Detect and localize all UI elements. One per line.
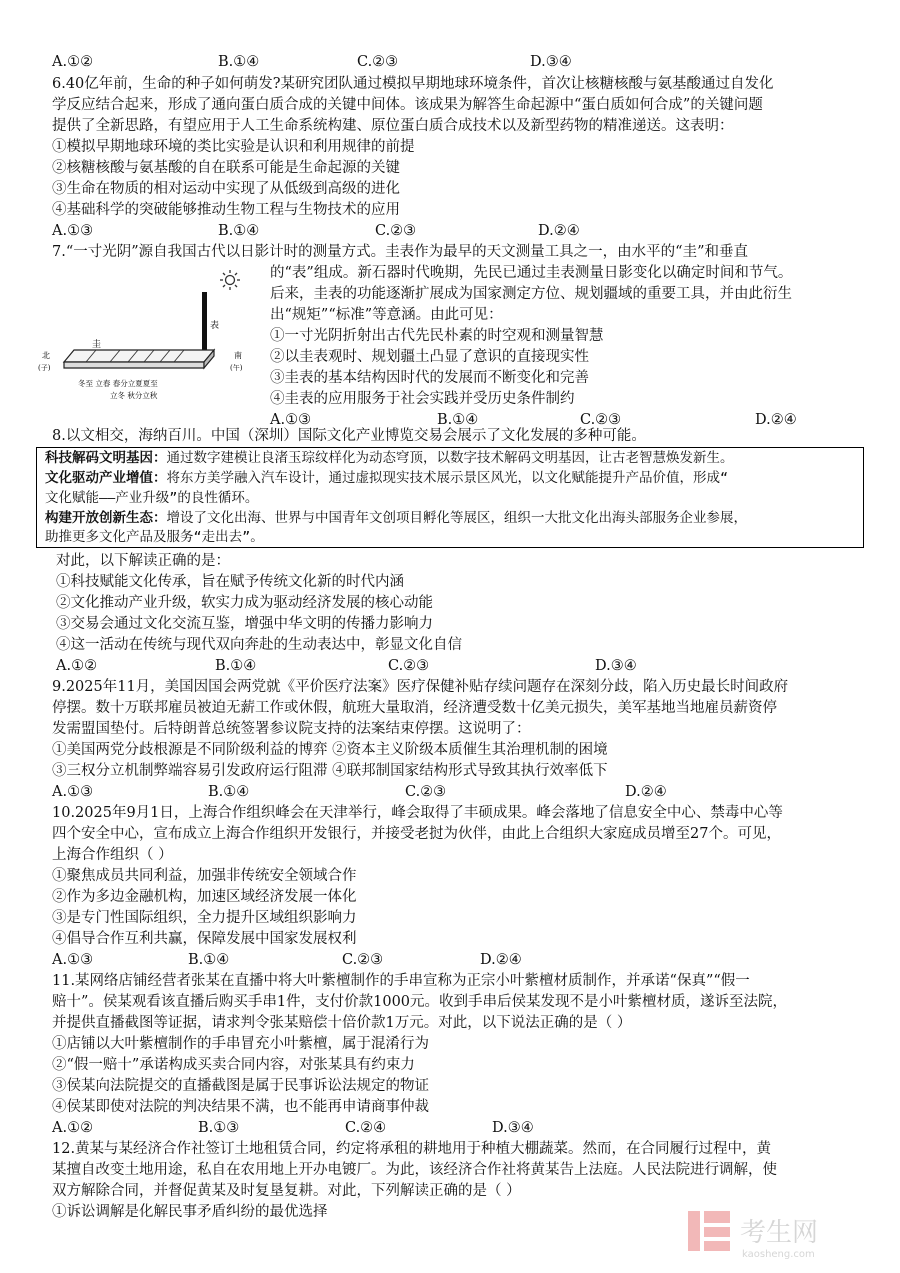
option-a: A.①③ [52,223,94,239]
q11-stem-line: 11.某网络店铺经营者张某在直播中将大叶紫檀制作的手串宣称为正宗小叶紫檀材质制作，并承诺“保真”“假一 [52,973,750,989]
q11-stem-line: 赔十”。侯某观看该直播后购买手串1件，支付价款1000元。收到手串后侯某发现不是小叶紫檀材质，遂诉至法院， [52,994,788,1010]
q12-stem-line: 12.黄某与某经济合作社签订土地租赁合同，约定将承租的耕地用于种植大棚蔬菜。然而，在合同履行过程中，黄 [52,1141,772,1157]
option-c: C.②④ [345,1120,387,1136]
option-a: A.①③ [52,784,94,800]
q7-stem-line: 出“规矩”“标准”等意涵。由此可见： [270,307,503,323]
option-a: A.①② [52,1120,94,1136]
box-line [45,468,728,488]
q6-stem-line: 提供了全新思路，有望应用于人工生命系统构建、原位蛋白质合成技术以及新型药物的精准递送。这表明： [52,118,734,134]
option-b: B.①④ [208,784,250,800]
option-a: A.①③ [52,952,94,968]
q7-item: ①一寸光阴折射出古代先民朴素的时空观和测量智慧 [270,328,604,344]
box-text: 助推更多文化产品及服务“走出去”。 [45,529,264,545]
q10-stem-line: 四个安全中心，宣布成立上海合作组织开发银行，并接受老挝为伙伴，由此上合组织大家庭成员增至27个。可见， [52,826,781,842]
q10-item: ①聚焦成员共同利益，加强非传统安全领域合作 [52,868,357,884]
option-b: B.①④ [218,223,260,239]
watermark-url: kaosheng.com [742,1249,815,1260]
option-c: C.②③ [388,658,430,674]
q9-stem-line: 9.2025年11月，美国因国会两党就《平价医疗法案》医疗保健补贴存续问题存在深刻分歧，陷入历史最长时间政府 [52,679,789,695]
q12-stem-line: 某擅自改变土地用途，私自在农用地上开办电镀厂。为此，该经济合作社将黄某告上法庭。人民法院进行调解，使 [52,1162,777,1178]
q10-stem-line: 10.2025年9月1日，上海合作组织峰会在天津举行，峰会取得了丰硕成果。峰会落地了信息安全中心、禁毒中心等 [52,805,783,821]
option-d: D.②④ [625,784,667,800]
q9-options [0,782,900,802]
q8-item: ②文化推动产业升级，软实力成为驱动经济发展的核心动能 [56,595,433,611]
gnomon-gui-side [64,362,204,368]
q6-stem-line: 6.40亿年前，生命的种子如何萌发?某研究团队通过模拟早期地球环境条件，首次让核糖核酸与氨基酸通过自发化 [52,76,774,92]
option-d: D.②④ [480,952,522,968]
q11-item: ②“假一赔十”承诺构成买卖合同内容，对张某具有约束力 [52,1057,415,1073]
box-heading: 构建开放创新生态： [45,510,167,526]
box-line [45,527,264,547]
q11-stem-line: 并提供直播截图等证据，请求判令张某赔偿十倍价款1万元。对此，以下说法正确的是（ ） [52,1015,632,1031]
option-b: B.①④ [437,412,479,428]
option-d: D.②④ [755,412,797,428]
q6-options [0,221,900,241]
q7-stem-line: 7.“一寸光阴”源自我国古代以日影计时的测量方式。圭表作为最早的天文测量工具之一，由水平的“圭”和垂直 [52,244,748,260]
q11-item: ③侯某向法院提交的直播截图是属于民事诉讼法规定的物证 [52,1078,429,1094]
q6-item: ①模拟早期地球环境的类比实验是认识和利用规律的前提 [52,139,415,155]
q6-stem-line: 学反应结合起来，形成了通向蛋白质合成的关键中间体。该成果为解答生命起源中“蛋白质如何合成”的关键问题 [52,97,763,113]
option-d: D.③④ [530,54,572,70]
option-c: C.②③ [580,412,622,428]
q8-item: ③交易会通过文化交流互鉴，增强中华文明的传播力影响力 [56,616,433,632]
q12-stem-line: 双方解除合同，并督促黄某及时复垦复耕。对此，下列解读正确的是（ ） [52,1183,521,1199]
box-text: 增设了文化出海、世界与中国青年文创项目孵化等展区，组织一大批文化出海头部服务企业参展， [166,510,747,526]
option-a: A.①② [52,54,94,70]
q6-item: ④基础科学的突破能够推动生物工程与生物技术的应用 [52,202,400,218]
box-text: 文化赋能——产业升级”的良性循环。 [45,490,259,506]
sun-icon [220,270,240,290]
option-c: C.②③ [357,54,399,70]
biao-label: 表 [210,321,220,331]
option-b: B.①④ [218,54,260,70]
q10-stem-line: 上海合作组织（ ） [52,847,173,863]
option-b: B.①④ [215,658,257,674]
q8-item: ①科技赋能文化传承，旨在赋予传统文化新的时代内涵 [56,574,404,590]
q9-stem-line: 停摆。数十万联邦雇员被迫无薪工作或休假，航班大量取消，经济遭受数十亿美元损失，美军基地当地雇员薪资停 [52,700,777,716]
watermark-logo-icon [682,1203,882,1263]
q6-item: ③生命在物质的相对运动中实现了从低级到高级的进化 [52,181,400,197]
option-a: A.①② [56,658,98,674]
option-c: C.②③ [342,952,384,968]
q10-item: ③是专门性国际组织，全力提升区域组织影响力 [52,910,357,926]
option-c: C.②③ [375,223,417,239]
box-line [45,488,258,508]
option-d: D.②④ [538,223,580,239]
south-label: 南 [234,351,242,360]
box-heading: 科技解码文明基因： [45,450,167,466]
q9-item: ③三权分立机制弊端容易引发政府运行阻滞 ④联邦制国家结构形式导致其执行效率低下 [52,763,608,779]
north-sub-label: (子) [38,364,51,372]
option-d: D.③④ [492,1120,534,1136]
q9-stem-line: 发需盟国垫付。后特朗普总统签署参议院支持的法案结束停摆。这说明了： [52,721,531,737]
option-a: A.①③ [270,412,312,428]
q7-item: ④圭表的应用服务于社会实践并受历史条件制约 [270,391,575,407]
gnomon-gui-top [64,350,214,362]
q10-item: ④倡导合作互利共赢，保障发展中国家发展权利 [52,931,357,947]
q10-item: ②作为多边金融机构，加速区域经济发展一体化 [52,889,357,905]
q7-item: ③圭表的基本结构因时代的发展而不断变化和完善 [270,370,589,386]
south-sub-label: (午) [230,364,243,372]
q8-stem: 8.以文相交，海纳百川。中国（深圳）国际文化产业博览交易会展示了文化发展的多种可能。 [52,428,646,444]
q7-stem-line: 后来，圭表的功能逐渐扩展成为国家测定方位、规划疆域的重要工具，并由此衍生 [270,286,792,302]
q7-item: ②以圭表观时、规划疆土凸显了意识的直接现实性 [270,349,589,365]
option-c: C.②③ [405,784,447,800]
watermark-name: 考生网 [740,1218,819,1248]
q7-stem-line: 的“表”组成。新石器时代晚期，先民已通过圭表测量日影变化以确定时间和节气。 [270,265,793,281]
watermark [682,1203,882,1263]
box-text: 将东方美学融入汽车设计，通过虚拟现实技术展示景区风光，以文化赋能提升产品价值，形成“ [166,470,729,486]
q5-options [0,52,900,72]
option-b: B.①③ [198,1120,240,1136]
q11-item: ①店铺以大叶紫檀制作的手串冒充小叶紫檀，属于混淆行为 [52,1036,429,1052]
q11-item: ④侯某即使对法院的判决结果不满，也不能再申请商事仲裁 [52,1099,429,1115]
q8-lead: 对此，以下解读正确的是： [56,553,230,569]
q8-item: ④这一活动在传统与现代双向奔赴的生动表达中，彰显文化自信 [56,637,462,653]
box-text: 通过数字建模让良渚玉琮纹样化为动态穹顶，以数字技术解码文明基因，让古老智慧焕发新生。 [166,450,734,466]
q12-item: ①诉讼调解是化解民事矛盾纠纷的最优选择 [52,1204,328,1220]
q11-options [0,1118,900,1138]
solar-terms-bottom: 立冬 秋分立秋 [110,391,158,400]
q6-item: ②核糖核酸与氨基酸的自在联系可能是生命起源的关键 [52,160,400,176]
solar-terms-top: 冬至 立春 春分立夏夏至 [78,379,158,388]
box-line [45,448,734,468]
box-heading: 文化驱动产业增值： [45,470,167,486]
q8-material-box [36,447,864,548]
q8-options [0,656,900,676]
q10-options [0,950,900,970]
option-d: D.③④ [595,658,637,674]
q9-item: ①美国两党分歧根源是不同阶级利益的博弈 ②资本主义阶级本质催生其治理机制的困境 [52,742,608,758]
north-label: 北 [42,351,50,360]
gnomon-figure [38,262,266,414]
gui-label: 圭 [92,340,102,350]
option-b: B.①④ [188,952,230,968]
box-line [45,508,747,528]
